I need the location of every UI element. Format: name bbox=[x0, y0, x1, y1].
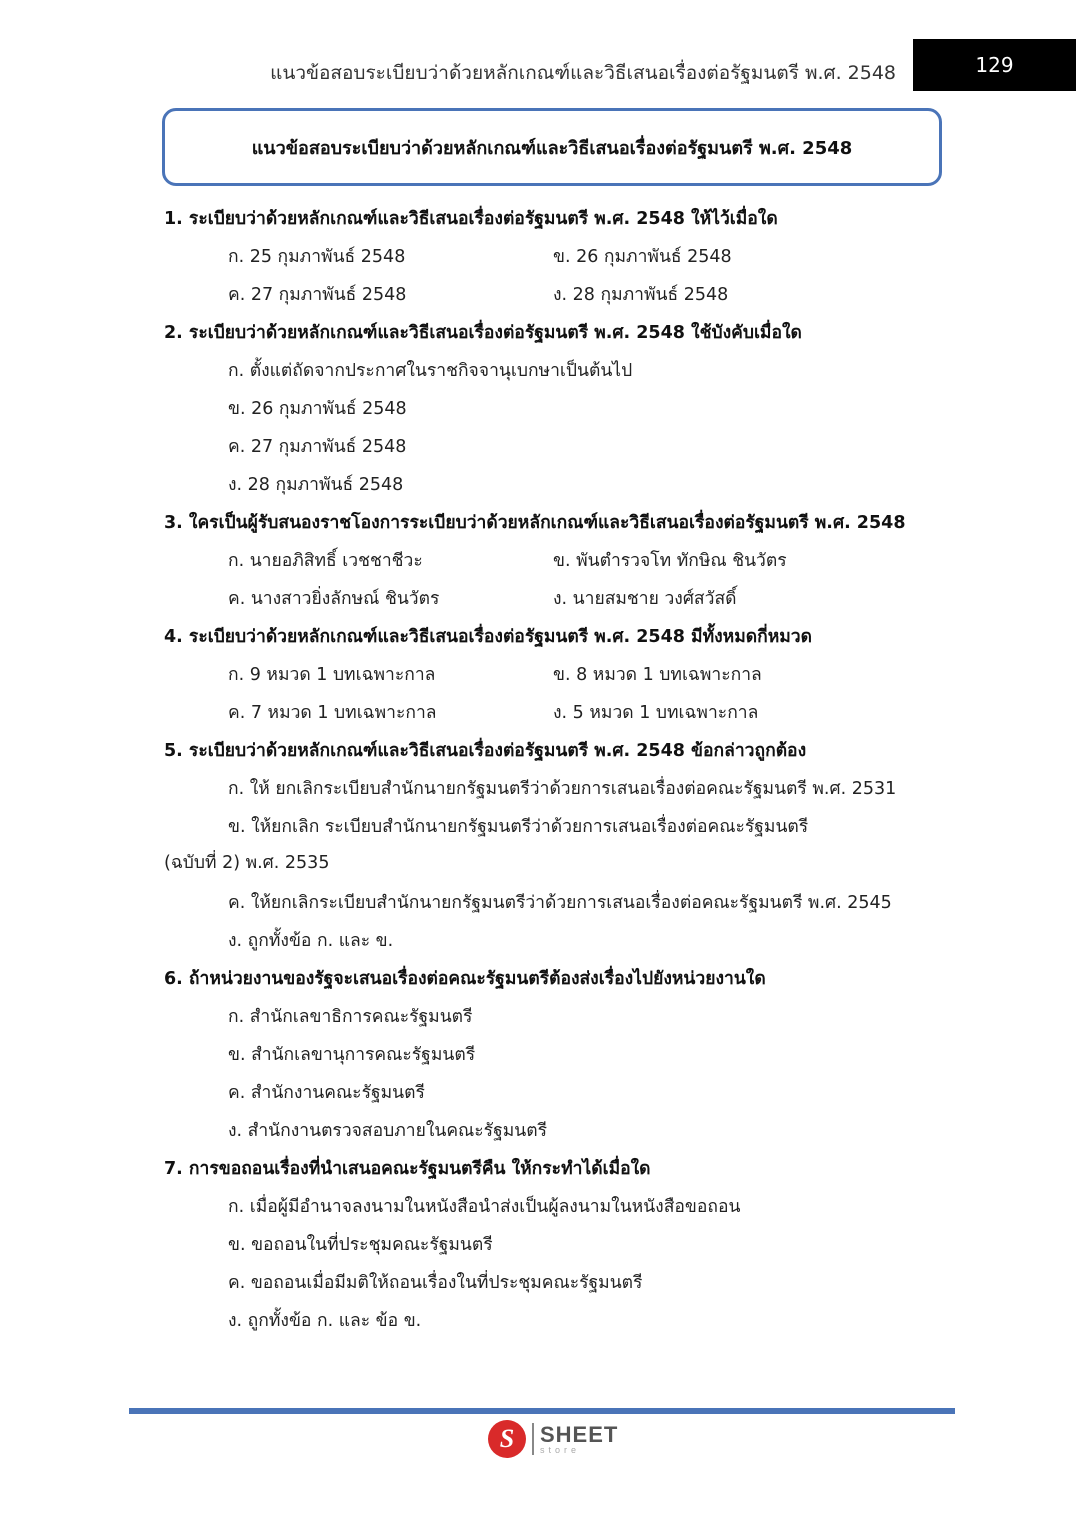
q7-option-b: ข. ขอถอนในที่ประชุมคณะรัฐมนตรี bbox=[228, 1235, 493, 1255]
q4-option-b: ข. 8 หมวด 1 บทเฉพาะกาล bbox=[553, 665, 762, 685]
q4-option-d: ง. 5 หมวด 1 บทเฉพาะกาล bbox=[553, 703, 759, 723]
q5-option-a: ก. ให้ ยกเลิกระเบียบสำนักนายกรัฐมนตรีว่าด้วยการเสนอเรื่องต่อคณะรัฐมนตรี พ.ศ. 2531 bbox=[228, 779, 897, 799]
q2-option-d: ง. 28 กุมภาพันธ์ 2548 bbox=[228, 475, 404, 495]
q6-option-c: ค. สำนักงานคณะรัฐมนตรี bbox=[228, 1083, 425, 1103]
question-7: 7. การขอถอนเรื่องที่นำเสนอคณะรัฐมนตรีคืน ให้กระทำได้เมื่อใด bbox=[164, 1159, 651, 1179]
q6-option-b: ข. สำนักเลขานุการคณะรัฐมนตรี bbox=[228, 1045, 476, 1065]
page-number: 129 bbox=[913, 39, 1076, 91]
question-1: 1. ระเบียบว่าด้วยหลักเกณฑ์และวิธีเสนอเรื่องต่อรัฐมนตรี พ.ศ. 2548 ให้ไว้เมื่อใด bbox=[164, 209, 778, 229]
q7-option-c: ค. ขอถอนเมื่อมีมติให้ถอนเรื่องในที่ประชุมคณะรัฐมนตรี bbox=[228, 1273, 643, 1293]
q2-option-c: ค. 27 กุมภาพันธ์ 2548 bbox=[228, 437, 407, 457]
q3-option-c: ค. นางสาวยิ่งลักษณ์ ชินวัตร bbox=[228, 589, 440, 609]
q5-option-b: ข. ให้ยกเลิก ระเบียบสำนักนายกรัฐมนตรีว่าด้วยการเสนอเรื่องต่อคณะรัฐมนตรี bbox=[228, 817, 809, 837]
q7-option-d: ง. ถูกทั้งข้อ ก. และ ข้อ ข. bbox=[228, 1311, 422, 1331]
question-5: 5. ระเบียบว่าด้วยหลักเกณฑ์และวิธีเสนอเรื่องต่อรัฐมนตรี พ.ศ. 2548 ข้อกล่าวถูกต้อง bbox=[164, 741, 807, 761]
sheet-store-logo bbox=[488, 1420, 618, 1458]
q1-option-c: ค. 27 กุมภาพันธ์ 2548 bbox=[228, 285, 407, 305]
question-4: 4. ระเบียบว่าด้วยหลักเกณฑ์และวิธีเสนอเรื่องต่อรัฐมนตรี พ.ศ. 2548 มีทั้งหมดกี่หมวด bbox=[164, 627, 812, 647]
q1-option-a: ก. 25 กุมภาพันธ์ 2548 bbox=[228, 247, 406, 267]
q5-option-d: ง. ถูกทั้งข้อ ก. และ ข. bbox=[228, 931, 394, 951]
q2-option-a: ก. ตั้งแต่ถัดจากประกาศในราชกิจจานุเบกษาเป็นต้นไป bbox=[228, 361, 633, 381]
q1-option-d: ง. 28 กุมภาพันธ์ 2548 bbox=[553, 285, 729, 305]
question-3: 3. ใครเป็นผู้รับสนองราชโองการระเบียบว่าด้วยหลักเกณฑ์และวิธีเสนอเรื่องต่อรัฐมนตรี พ.ศ. 2548 bbox=[164, 513, 906, 533]
q1-option-b: ข. 26 กุมภาพันธ์ 2548 bbox=[553, 247, 732, 267]
page-title: แนวข้อสอบระเบียบว่าด้วยหลักเกณฑ์และวิธีเสนอเรื่องต่อรัฐมนตรี พ.ศ. 2548 bbox=[162, 108, 942, 186]
footer-divider bbox=[129, 1408, 955, 1414]
running-header: แนวข้อสอบระเบียบว่าด้วยหลักเกณฑ์และวิธีเสนอเรื่องต่อรัฐมนตรี พ.ศ. 2548 bbox=[270, 62, 896, 84]
question-list bbox=[164, 200, 944, 1340]
q3-option-b: ข. พันตำรวจโท ทักษิณ ชินวัตร bbox=[553, 551, 787, 571]
question-6: 6. ถ้าหน่วยงานของรัฐจะเสนอเรื่องต่อคณะรัฐมนตรีต้องส่งเรื่องไปยังหน่วยงานใด bbox=[164, 969, 766, 989]
q6-option-d: ง. สำนักงานตรวจสอบภายในคณะรัฐมนตรี bbox=[228, 1121, 547, 1141]
question-2: 2. ระเบียบว่าด้วยหลักเกณฑ์และวิธีเสนอเรื่องต่อรัฐมนตรี พ.ศ. 2548 ใช้บังคับเมื่อใด bbox=[164, 323, 802, 343]
logo-subtext: store bbox=[540, 1444, 581, 1455]
q7-option-a: ก. เมื่อผู้มีอำนาจลงนามในหนังสือนำส่งเป็นผู้ลงนามในหนังสือขอถอน bbox=[228, 1197, 741, 1217]
q6-option-a: ก. สำนักเลขาธิการคณะรัฐมนตรี bbox=[228, 1007, 473, 1027]
q4-option-c: ค. 7 หมวด 1 บทเฉพาะกาล bbox=[228, 703, 437, 723]
logo-wordmark: SHEET bbox=[540, 1421, 619, 1447]
logo-s-icon: S bbox=[488, 1420, 526, 1458]
logo-separator bbox=[532, 1423, 534, 1455]
q5-option-c: ค. ให้ยกเลิกระเบียบสำนักนายกรัฐมนตรีว่าด้วยการเสนอเรื่องต่อคณะรัฐมนตรี พ.ศ. 2545 bbox=[228, 893, 892, 913]
q3-option-a: ก. นายอภิสิทธิ์ เวชชาชีวะ bbox=[228, 551, 423, 571]
q2-option-b: ข. 26 กุมภาพันธ์ 2548 bbox=[228, 399, 407, 419]
q5-option-b-continued: (ฉบับที่ 2) พ.ศ. 2535 bbox=[164, 853, 330, 873]
q3-option-d: ง. นายสมชาย วงศ์สวัสดิ์ bbox=[553, 589, 737, 609]
q4-option-a: ก. 9 หมวด 1 บทเฉพาะกาล bbox=[228, 665, 436, 685]
